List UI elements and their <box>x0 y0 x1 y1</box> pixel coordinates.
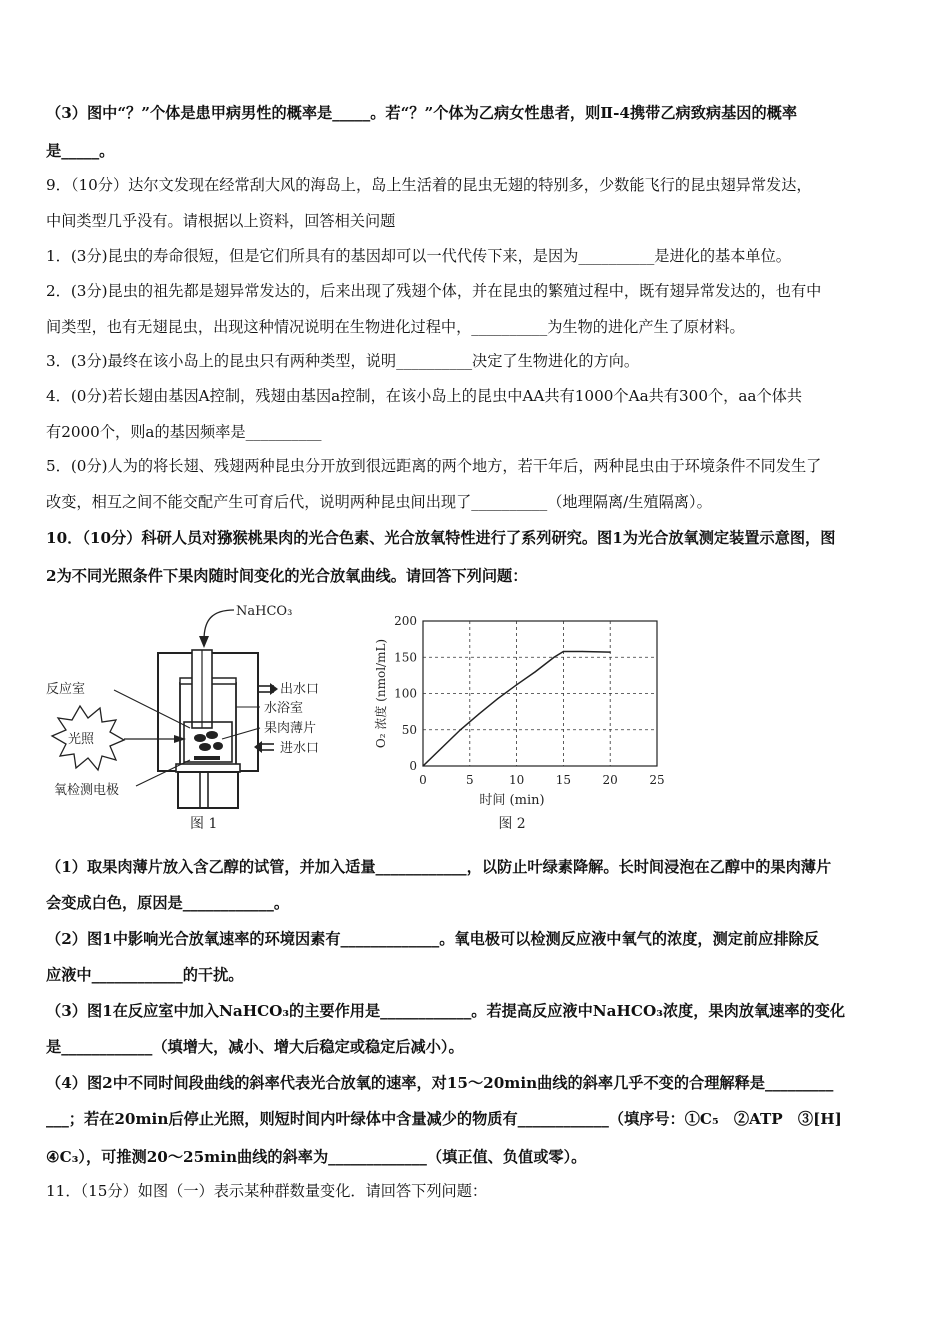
figure1-water-bath-label: 水浴室 <box>264 701 304 716</box>
chart-data-point <box>582 651 583 652</box>
q9-sub4-line1: 4．(0分)若长翅由基因A控制，残翅由基因a控制，在该小岛上的昆虫中AA共有1000个Aa共有300个，aa个体共 <box>46 387 803 405</box>
chart-data-point <box>516 684 517 685</box>
q10-part3-line1: （3）图1在反应室中加入NaHCO₃的主要作用是____________。若提高反应液中NaHCO₃浓度，果肉放氧速率的变化 <box>46 1002 846 1020</box>
chart-y-tick-label: 50 <box>401 722 417 737</box>
q9-sub5-line2: 改变，相互之间不能交配产生可育后代，说明两种昆虫间出现了__________（地理隔离/生殖隔离）。 <box>46 493 712 511</box>
chart-data-point <box>441 747 442 748</box>
figure1-apparatus <box>40 598 360 838</box>
chart-y-axis-label: O₂ 浓度 (nmol/mL) <box>374 638 388 749</box>
chart-x-tick-label: 0 <box>419 773 427 787</box>
figure1-flesh-slice-label: 果肉薄片 <box>264 721 317 736</box>
chart-y-tick-label: 100 <box>394 686 417 701</box>
chart-y-tick-label: 150 <box>394 650 417 665</box>
q9-stem-line2: 中间类型几乎没有。请根据以上资料，回答相关问题 <box>46 212 396 230</box>
q10-stem-line1: 10．（10分）科研人员对猕猴桃果肉的光合色素、光合放氧特性进行了系列研究。图1为光合放氧测定装置示意图，图 <box>46 529 836 547</box>
figure1-inlet-label: 进水口 <box>280 741 320 756</box>
chart-data-point <box>497 698 498 699</box>
chart-x-tick-label: 10 <box>508 773 525 787</box>
figure1-light-label: 光照 <box>68 732 95 747</box>
q9-sub2-line2: 间类型，也有无翅昆虫，出现这种情况说明在生物进化过程中，__________为生物的进化产生了原材料。 <box>46 318 745 336</box>
q8-part3-line1: （3）图中“？”个体是患甲病男性的概率是_____。若“？”个体为乙病女性患者，则Ⅱ-4携带乙病致病基因的概率 <box>46 104 798 122</box>
chart-data-point <box>479 713 480 714</box>
figure1-nahco3-label: NaHCO₃ <box>236 604 293 619</box>
q9-stem-line1: 9．（10分）达尔文发现在经常刮大风的海岛上，岛上生活着的昆虫无翅的特别多，少数能飞行的昆虫翅异常发达， <box>46 176 812 194</box>
figure2-caption: 图 2 <box>498 816 526 832</box>
figure1-reaction-room-label: 反应室 <box>46 682 86 697</box>
q9-sub2-line1: 2．(3分)昆虫的祖先都是翅异常发达的，后来出现了残翅个体，并在昆虫的繁殖过程中，既有翅异常发达的，也有中 <box>46 282 822 300</box>
q10-part4-line1: （4）图2中不同时间段曲线的斜率代表光合放氧的速率，对15～20min曲线的斜率几乎不变的合理解释是_________ <box>46 1074 834 1092</box>
figure1-electrode-label: 氧检测电极 <box>54 783 120 798</box>
q10-part2-line2: 应液中____________的干扰。 <box>46 966 244 984</box>
chart-x-axis-label: 时间 (min) <box>479 793 545 808</box>
q9-sub3: 3．(3分)最终在该小岛上的昆虫只有两种类型，说明__________决定了生物进化的方向。 <box>46 352 640 370</box>
chart-data-point <box>460 729 461 730</box>
chart-data-point <box>610 652 611 653</box>
q10-part1-line1: （1）取果肉薄片放入含乙醇的试管，并加入适量____________，以防止叶绿素降解。长时间浸泡在乙醇中的果肉薄片 <box>46 858 832 876</box>
q11-stem: 11．（15分）如图（一）表示某种群数量变化．请回答下列问题： <box>46 1182 488 1200</box>
q9-sub4-line2: 有2000个，则a的基因频率是__________ <box>46 423 322 441</box>
q10-stem-line2: 2为不同光照条件下果肉随时间变化的光合放氧曲线。请回答下列问题： <box>46 567 528 585</box>
q10-part3-line2: 是____________（填增大，减小、增大后稳定或稳定后减小）。 <box>46 1038 464 1056</box>
chart-x-tick-label: 15 <box>555 773 572 787</box>
q10-part1-line2: 会变成白色，原因是____________。 <box>46 894 289 912</box>
chart-y-tick-label: 0 <box>409 759 417 773</box>
chart-data-point <box>553 657 554 658</box>
q10-part2-line1: （2）图1中影响光合放氧速率的环境因素有_____________。氧电极可以检测反应液中氧气的浓度，测定前应排除反 <box>46 930 819 948</box>
q9-sub1: 1．(3分)昆虫的寿命很短，但是它们所具有的基因却可以一代代传下来，是因为__________是进化的基本单位。 <box>46 247 791 265</box>
q8-part3-line2: 是_____。 <box>46 142 115 160</box>
q10-part4-line3: ④C₃），可推测20～25min曲线的斜率为_____________（填正值、负值或零）。 <box>46 1148 587 1166</box>
figure1-outlet-label: 出水口 <box>280 682 320 697</box>
chart-x-tick-label: 25 <box>649 773 665 787</box>
chart-x-tick-label: 20 <box>602 773 618 787</box>
q10-part4-line2: ___；若在20min后停止光照，则短时间内叶绿体中含量减少的物质有____________（填序号：①C₅ ②ATP ③[H] <box>46 1110 842 1128</box>
figure2-chart <box>365 605 675 835</box>
chart-data-point <box>422 765 423 766</box>
chart-x-tick-label: 5 <box>465 773 474 787</box>
chart-data-point <box>563 651 564 652</box>
q9-sub5-line1: 5．(0分)人为的将长翅、残翅两种昆虫分开放到很远距离的两个地方，若干年后，两种昆虫由于环境条件不同发生了 <box>46 457 822 475</box>
figure1-caption: 图 1 <box>190 816 218 832</box>
chart-data-point <box>535 671 536 672</box>
chart-y-tick-label: 200 <box>394 614 417 628</box>
